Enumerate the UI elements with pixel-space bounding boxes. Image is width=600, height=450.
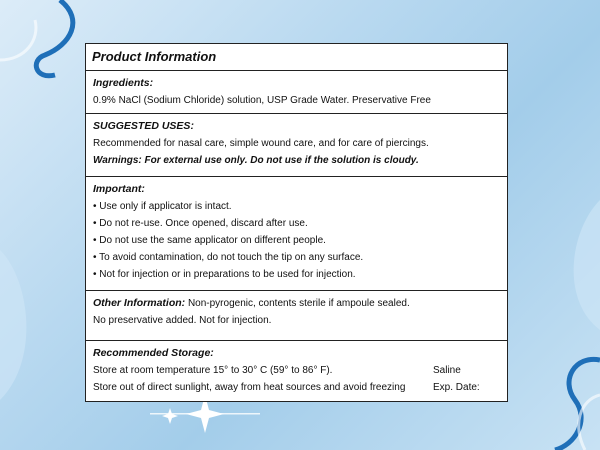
blob-right — [574, 200, 600, 330]
product-label — [85, 43, 508, 402]
storage-row-2 — [93, 379, 507, 396]
other-text-2: No preservative added. Not for injection. — [93, 315, 272, 326]
wave-bottom-right — [555, 359, 600, 450]
storage-line-1: Store at room temperature 15° to 30° C (59° to 86° F). — [93, 365, 333, 376]
list-item: • Use only if applicator is intact. — [93, 201, 232, 212]
important-list — [93, 198, 507, 283]
section-important — [86, 177, 507, 291]
list-item: • Not for injection or in preparations to be used for injection. — [93, 269, 356, 280]
list-item: • Do not use the same applicator on different people. — [93, 235, 326, 246]
storage-tag-exp-date: Exp. Date: — [433, 382, 480, 393]
storage-row-1 — [93, 362, 507, 379]
wave-top-left — [36, 0, 73, 76]
storage-heading: Recommended Storage: — [93, 347, 214, 359]
storage-line-2: Store out of direct sunlight, away from heat sources and avoid freezing — [93, 382, 406, 393]
blob-left — [0, 250, 26, 400]
list-item: • To avoid contamination, do not touch the tip on any surface. — [93, 252, 364, 263]
section-storage — [86, 341, 507, 399]
list-item: • Do not re-use. Once opened, discard after use. — [93, 218, 308, 229]
important-heading: Important: — [93, 183, 145, 195]
storage-tag-saline: Saline — [433, 365, 461, 376]
other-text-1: Non-pyrogenic, contents sterile if ampoule sealed. — [185, 298, 410, 309]
sparkle-line — [150, 413, 260, 415]
label-title: Product Information — [86, 44, 507, 71]
section-ingredients — [86, 71, 507, 114]
uses-text: Recommended for nasal care, simple wound care, and for care of piercings. — [93, 138, 429, 149]
section-other — [86, 291, 507, 341]
section-uses — [86, 114, 507, 177]
other-line-1 — [93, 295, 507, 312]
uses-warning: Warnings: For external use only. Do not use if the solution is cloudy. — [93, 155, 419, 166]
ingredients-text: 0.9% NaCl (Sodium Chloride) solution, USP Grade Water. Preservative Free — [93, 95, 431, 106]
ingredients-heading: Ingredients: — [93, 77, 154, 89]
uses-heading: SUGGESTED USES: — [93, 120, 194, 132]
wave-top-left-light — [0, 20, 36, 60]
other-heading: Other Information: — [93, 297, 186, 309]
